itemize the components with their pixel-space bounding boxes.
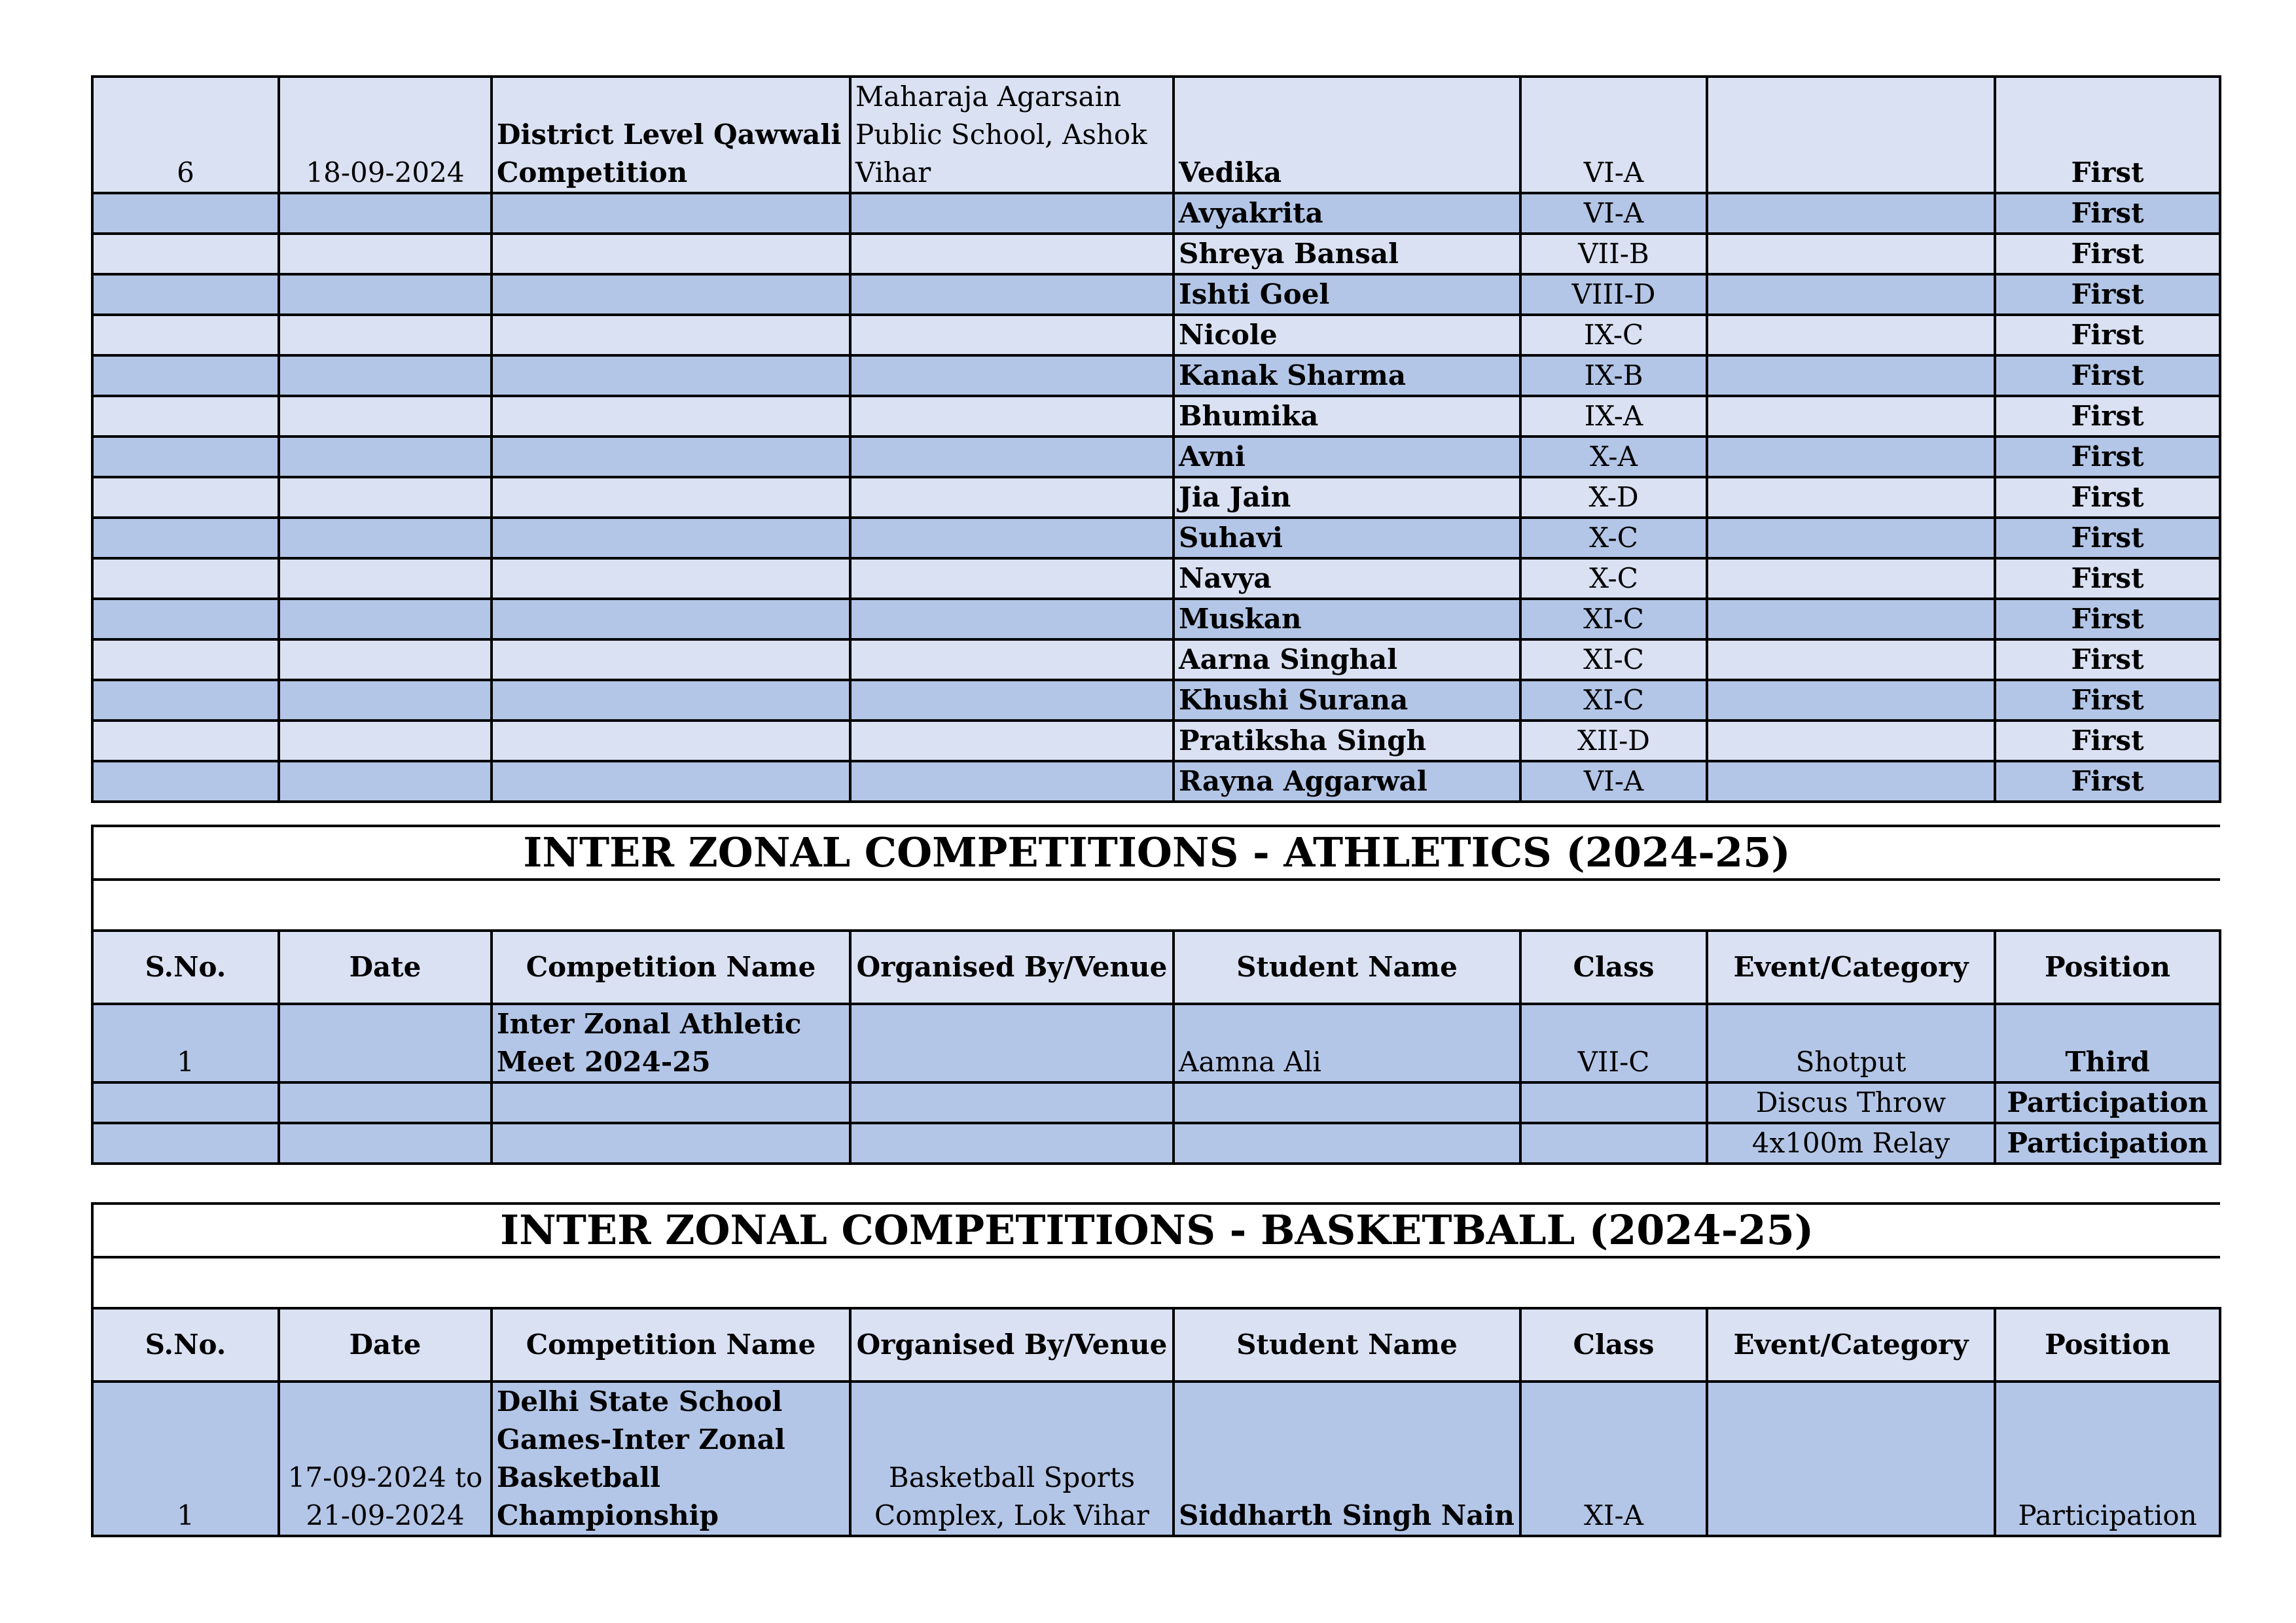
class-cell: XI-C — [1520, 599, 1707, 639]
class-cell: IX-B — [1520, 355, 1707, 396]
section-title-row — [92, 1204, 2220, 1257]
table-row — [92, 193, 2220, 234]
position-cell: Participation — [1995, 1082, 2220, 1123]
class-cell: IX-C — [1520, 315, 1707, 355]
basketball-table-block — [91, 1202, 2219, 1537]
sno-cell: 1 — [92, 1382, 279, 1536]
student-cell: Pratiksha Singh — [1174, 721, 1520, 761]
class-cell: X-C — [1520, 518, 1707, 558]
header-row — [92, 931, 2220, 1004]
position-cell: First — [1995, 761, 2220, 802]
event-cell: Shotput — [1707, 1004, 1995, 1082]
position-cell: First — [1995, 680, 2220, 721]
student-cell: Khushi Surana — [1174, 680, 1520, 721]
position-cell: Participation — [1995, 1123, 2220, 1164]
class-cell: XII-D — [1520, 721, 1707, 761]
sno-cell: 6 — [92, 77, 279, 193]
header-venue: Organised By/Venue — [850, 931, 1174, 1004]
student-cell: Avni — [1174, 437, 1520, 477]
header-date: Date — [279, 1308, 492, 1382]
position-cell: First — [1995, 477, 2220, 518]
table-row — [92, 234, 2220, 274]
class-cell: XI-C — [1520, 680, 1707, 721]
student-cell: Avyakrita — [1174, 193, 1520, 234]
position-cell: Participation — [1995, 1382, 2220, 1536]
position-cell: First — [1995, 558, 2220, 599]
header-competition: Competition Name — [492, 931, 850, 1004]
event-cell — [1707, 1382, 1995, 1536]
header-event: Event/Category — [1707, 1308, 1995, 1382]
event-cell: 4x100m Relay — [1707, 1123, 1995, 1164]
table-row — [92, 355, 2220, 396]
table-row — [92, 1382, 2220, 1536]
date-cell: 18-09-2024 — [279, 77, 492, 193]
table-row — [92, 77, 2220, 193]
student-cell: Nicole — [1174, 315, 1520, 355]
position-cell: Third — [1995, 1004, 2220, 1082]
competition-cell: Delhi State School Games-Inter Zonal Basketball Championship — [492, 1382, 850, 1536]
section-title: INTER ZONAL COMPETITIONS - BASKETBALL (2024-25) — [92, 1204, 2220, 1257]
header-position: Position — [1995, 1308, 2220, 1382]
position-cell: First — [1995, 234, 2220, 274]
section-title: INTER ZONAL COMPETITIONS - ATHLETICS (2024-25) — [92, 826, 2220, 880]
table-row — [92, 518, 2220, 558]
student-cell: Aamna Ali — [1174, 1004, 1520, 1082]
table-row — [92, 477, 2220, 518]
class-cell: XI-A — [1520, 1382, 1707, 1536]
header-class: Class — [1520, 1308, 1707, 1382]
class-cell: X-D — [1520, 477, 1707, 518]
blank-row — [92, 1257, 2220, 1308]
student-cell: Rayna Aggarwal — [1174, 761, 1520, 802]
section-title-row — [92, 826, 2220, 880]
table-row — [92, 1123, 2220, 1164]
table-row — [92, 558, 2220, 599]
competition-cell: Inter Zonal Athletic Meet 2024-25 — [492, 1004, 850, 1082]
student-cell: Vedika — [1174, 77, 1520, 193]
header-competition: Competition Name — [492, 1308, 850, 1382]
athletics-table — [91, 825, 2221, 1165]
position-cell: First — [1995, 437, 2220, 477]
table-row — [92, 639, 2220, 680]
sno-cell: 1 — [92, 1004, 279, 1082]
position-cell: First — [1995, 721, 2220, 761]
class-cell: VI-A — [1520, 193, 1707, 234]
date-cell — [279, 1004, 492, 1082]
student-cell: Kanak Sharma — [1174, 355, 1520, 396]
basketball-table — [91, 1202, 2221, 1537]
class-cell: XI-C — [1520, 639, 1707, 680]
position-cell: First — [1995, 315, 2220, 355]
header-row — [92, 1308, 2220, 1382]
header-date: Date — [279, 931, 492, 1004]
class-cell: IX-A — [1520, 396, 1707, 437]
table-row — [92, 315, 2220, 355]
class-cell: VII-C — [1520, 1004, 1707, 1082]
class-cell: VIII-D — [1520, 274, 1707, 315]
header-student: Student Name — [1174, 931, 1520, 1004]
venue-cell — [850, 1004, 1174, 1082]
student-cell: Jia Jain — [1174, 477, 1520, 518]
position-cell: First — [1995, 518, 2220, 558]
qawwali-table — [91, 75, 2221, 803]
table-row — [92, 721, 2220, 761]
position-cell: First — [1995, 599, 2220, 639]
event-cell: Discus Throw — [1707, 1082, 1995, 1123]
table-row — [92, 680, 2220, 721]
competition-cell: District Level Qawwali Competition — [492, 77, 850, 193]
student-cell: Bhumika — [1174, 396, 1520, 437]
date-cell: 17-09-2024 to 21-09-2024 — [279, 1382, 492, 1536]
athletics-table-block — [91, 825, 2219, 1165]
header-sno: S.No. — [92, 931, 279, 1004]
header-sno: S.No. — [92, 1308, 279, 1382]
position-cell: First — [1995, 77, 2220, 193]
student-cell: Shreya Bansal — [1174, 234, 1520, 274]
table-row — [92, 437, 2220, 477]
venue-cell: Basketball Sports Complex, Lok Vihar — [850, 1382, 1174, 1536]
position-cell: First — [1995, 396, 2220, 437]
event-cell — [1707, 77, 1995, 193]
class-cell: X-A — [1520, 437, 1707, 477]
class-cell: VI-A — [1520, 77, 1707, 193]
position-cell: First — [1995, 355, 2220, 396]
blank-row — [92, 880, 2220, 931]
venue-cell: Maharaja Agarsain Public School, Ashok Vihar — [850, 77, 1174, 193]
student-cell: Muskan — [1174, 599, 1520, 639]
table-row — [92, 396, 2220, 437]
header-student: Student Name — [1174, 1308, 1520, 1382]
student-cell: Siddharth Singh Nain — [1174, 1382, 1520, 1536]
header-class: Class — [1520, 931, 1707, 1004]
position-cell: First — [1995, 193, 2220, 234]
class-cell: VI-A — [1520, 761, 1707, 802]
header-position: Position — [1995, 931, 2220, 1004]
student-cell: Navya — [1174, 558, 1520, 599]
table-row — [92, 761, 2220, 802]
student-cell: Suhavi — [1174, 518, 1520, 558]
student-cell: Ishti Goel — [1174, 274, 1520, 315]
class-cell: X-C — [1520, 558, 1707, 599]
class-cell: VII-B — [1520, 234, 1707, 274]
position-cell: First — [1995, 274, 2220, 315]
table-row — [92, 599, 2220, 639]
qawwali-table-block — [91, 75, 2219, 803]
position-cell: First — [1995, 639, 2220, 680]
table-row — [92, 274, 2220, 315]
header-event: Event/Category — [1707, 931, 1995, 1004]
header-venue: Organised By/Venue — [850, 1308, 1174, 1382]
table-row — [92, 1082, 2220, 1123]
student-cell: Aarna Singhal — [1174, 639, 1520, 680]
table-row — [92, 1004, 2220, 1082]
